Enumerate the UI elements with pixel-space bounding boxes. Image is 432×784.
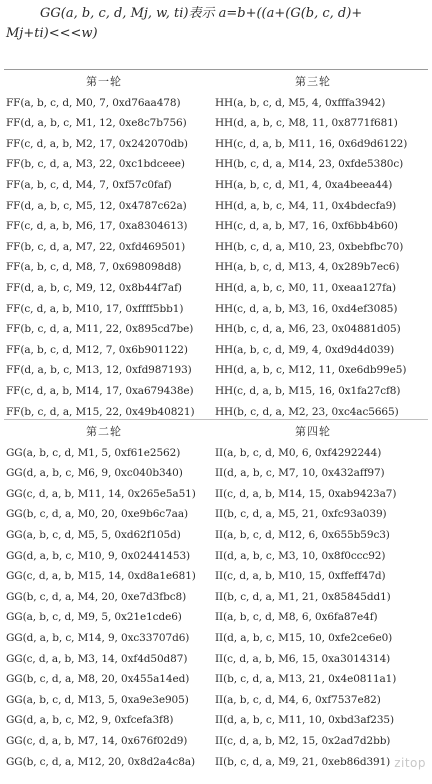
round-3-rows (213, 93, 429, 423)
operation-row: HH(c, d, a, b, M11, 16, 0x6d9d6122) (215, 137, 408, 150)
operation-row: HH(a, b, c, d, M1, 4, 0xa4beea44) (215, 178, 393, 191)
formula-line-2: Mj+ti)<<<w) (6, 26, 98, 41)
operation-row: FF(b, c, d, a, M3, 22, 0xc1bdceee) (6, 158, 185, 171)
operation-row: II(b, c, d, a, M1, 21, 0x85845dd1) (215, 590, 391, 603)
round-4-column (213, 422, 429, 772)
operation-row: HH(c, d, a, b, M7, 16, 0xf6bb4b60) (215, 220, 398, 233)
operation-row: GG(d, a, b, c, M14, 9, 0xc33707d6) (6, 631, 190, 644)
operation-row: II(c, d, a, b, M6, 15, 0xa3014314) (215, 652, 391, 665)
operation-row: GG(b, c, d, a, M4, 20, 0xe7d3fbc8) (6, 590, 187, 603)
operation-row: HH(b, c, d, a, M14, 23, 0xfde5380c) (215, 158, 404, 171)
operation-row: HH(a, b, c, d, M13, 4, 0x289b7ec6) (215, 261, 400, 274)
operation-row: II(a, b, c, d, M0, 6, 0xf4292244) (215, 446, 382, 459)
operation-row: II(d, a, b, c, M11, 10, 0xbd3af235) (215, 714, 395, 727)
operation-row: GG(b, c, d, a, M0, 20, 0xe9b6c7aa) (6, 508, 188, 521)
operation-row: HH(d, a, b, c, M4, 11, 0x4bdecfa9) (215, 199, 397, 212)
operation-row: II(d, a, b, c, M3, 10, 0x8f0ccc92) (215, 549, 386, 562)
operation-row: II(b, c, d, a, M9, 21, 0xeb86d391) (215, 755, 391, 768)
operation-row: GG(a, b, c, d, M1, 5, 0xf61e2562) (6, 446, 181, 459)
operation-row: FF(c, d, a, b, M2, 17, 0x242070db) (6, 137, 188, 150)
operation-row: II(b, c, d, a, M5, 21, 0xfc93a039) (215, 508, 387, 521)
operation-row: FF(d, a, b, c, M13, 12, 0xfd987193) (6, 364, 192, 377)
table-top-rule (4, 69, 428, 70)
operation-row: II(b, c, d, a, M13, 21, 0x4e0811a1) (215, 673, 397, 686)
operation-row: GG(c, d, a, b, M11, 14, 0x265e5a51) (6, 487, 196, 500)
operation-row: HH(c, d, a, b, M3, 16, 0xd4ef3085) (215, 302, 398, 315)
formula-line-1: GG(a, b, c, d, Mj, w, ti)表示 a=b+((a+(G(b, c, d)+ (40, 6, 363, 21)
round-1-title: 第一轮 (86, 75, 122, 88)
operation-row: FF(a, b, c, d, M8, 7, 0x698098d8) (6, 261, 182, 274)
operation-row: GG(a, b, c, d, M13, 5, 0xa9e3e905) (6, 693, 189, 706)
operation-row: FF(d, a, b, c, M1, 12, 0xe8c7b756) (6, 117, 187, 130)
operation-row: II(c, d, a, b, M10, 15, 0xffeff47d) (215, 570, 386, 583)
operation-row: HH(d, a, b, c, M8, 11, 0x8771f681) (215, 117, 398, 130)
operation-row: HH(a, b, c, d, M9, 4, 0xd9d4d039) (215, 343, 395, 356)
operation-row: HH(b, c, d, a, M10, 23, 0xbebfbc70) (215, 240, 404, 253)
operation-row: FF(b, c, d, a, M7, 22, 0xfd469501) (6, 240, 186, 253)
round-3-title: 第三轮 (295, 75, 331, 88)
round-2-column (4, 422, 220, 772)
table-middle-rule (4, 419, 428, 420)
operation-row: GG(d, a, b, c, M2, 9, 0xfcefa3f8) (6, 714, 174, 727)
operation-row: HH(b, c, d, a, M6, 23, 0x04881d05) (215, 323, 401, 336)
operation-row: GG(b, c, d, a, M12, 20, 0x8d2a4c8a) (6, 755, 196, 768)
operation-row: GG(a, b, c, d, M9, 5, 0x21e1cde6) (6, 611, 182, 624)
formula-definition (0, 4, 432, 44)
operation-row: GG(d, a, b, c, M10, 9, 0x02441453) (6, 549, 191, 562)
operation-row: FF(d, a, b, c, M5, 12, 0x4787c62a) (6, 199, 187, 212)
operation-row: II(a, b, c, d, M12, 6, 0x655b59c3) (215, 528, 390, 541)
round-4-title: 第四轮 (295, 425, 331, 438)
watermark-text: zitop (394, 756, 426, 770)
operation-row: GG(c, d, a, b, M7, 14, 0x676f02d9) (6, 734, 188, 747)
operation-row: HH(d, a, b, c, M12, 11, 0xe6db99e5) (215, 364, 407, 377)
operation-row: FF(b, c, d, a, M11, 22, 0x895cd7be) (6, 323, 194, 336)
operation-row: II(d, a, b, c, M15, 10, 0xfe2ce6e0) (215, 631, 393, 644)
operation-row: II(a, b, c, d, M8, 6, 0x6fa87e4f) (215, 611, 378, 624)
operation-row: II(d, a, b, c, M7, 10, 0x432aff97) (215, 467, 385, 480)
operation-row: FF(c, d, a, b, M6, 17, 0xa8304613) (6, 220, 188, 233)
operation-row: FF(c, d, a, b, M14, 17, 0xa679438e) (6, 384, 194, 397)
operation-row: FF(c, d, a, b, M10, 17, 0xffff5bb1) (6, 302, 184, 315)
operation-row: GG(b, c, d, a, M8, 20, 0x455a14ed) (6, 673, 190, 686)
operation-row: II(c, d, a, b, M2, 15, 0x2ad7d2bb) (215, 734, 391, 747)
operation-row: FF(a, b, c, d, M12, 7, 0x6b901122) (6, 343, 188, 356)
round-3-column (213, 72, 429, 422)
round-4-rows (213, 443, 429, 773)
round-1-column (4, 72, 220, 422)
operation-row: GG(c, d, a, b, M3, 14, 0xf4d50d87) (6, 652, 188, 665)
operation-row: II(a, b, c, d, M4, 6, 0xf7537e82) (215, 693, 381, 706)
round-2-title: 第二轮 (86, 425, 122, 438)
operation-row: HH(d, a, b, c, M0, 11, 0xeaa127fa) (215, 281, 397, 294)
operation-row: FF(a, b, c, d, M0, 7, 0xd76aa478) (6, 96, 181, 109)
operation-row: FF(b, c, d, a, M15, 22, 0x49b40821) (6, 405, 195, 418)
operation-row: FF(d, a, b, c, M9, 12, 0x8b44f7af) (6, 281, 182, 294)
operation-row: FF(a, b, c, d, M4, 7, 0xf57c0faf) (6, 178, 172, 191)
operation-row: HH(b, c, d, a, M2, 23, 0xc4ac5665) (215, 405, 399, 418)
round-1-rows (4, 93, 220, 423)
operation-row: HH(a, b, c, d, M5, 4, 0xfffa3942) (215, 96, 386, 109)
operation-row: HH(c, d, a, b, M15, 16, 0x1fa27cf8) (215, 384, 401, 397)
operation-row: GG(c, d, a, b, M15, 14, 0xd8a1e681) (6, 570, 196, 583)
operation-row: GG(a, b, c, d, M5, 5, 0xd62f105d) (6, 528, 181, 541)
operation-row: II(c, d, a, b, M14, 15, 0xab9423a7) (215, 487, 397, 500)
operation-row: GG(d, a, b, c, M6, 9, 0xc040b340) (6, 467, 183, 480)
round-2-rows (4, 443, 220, 773)
